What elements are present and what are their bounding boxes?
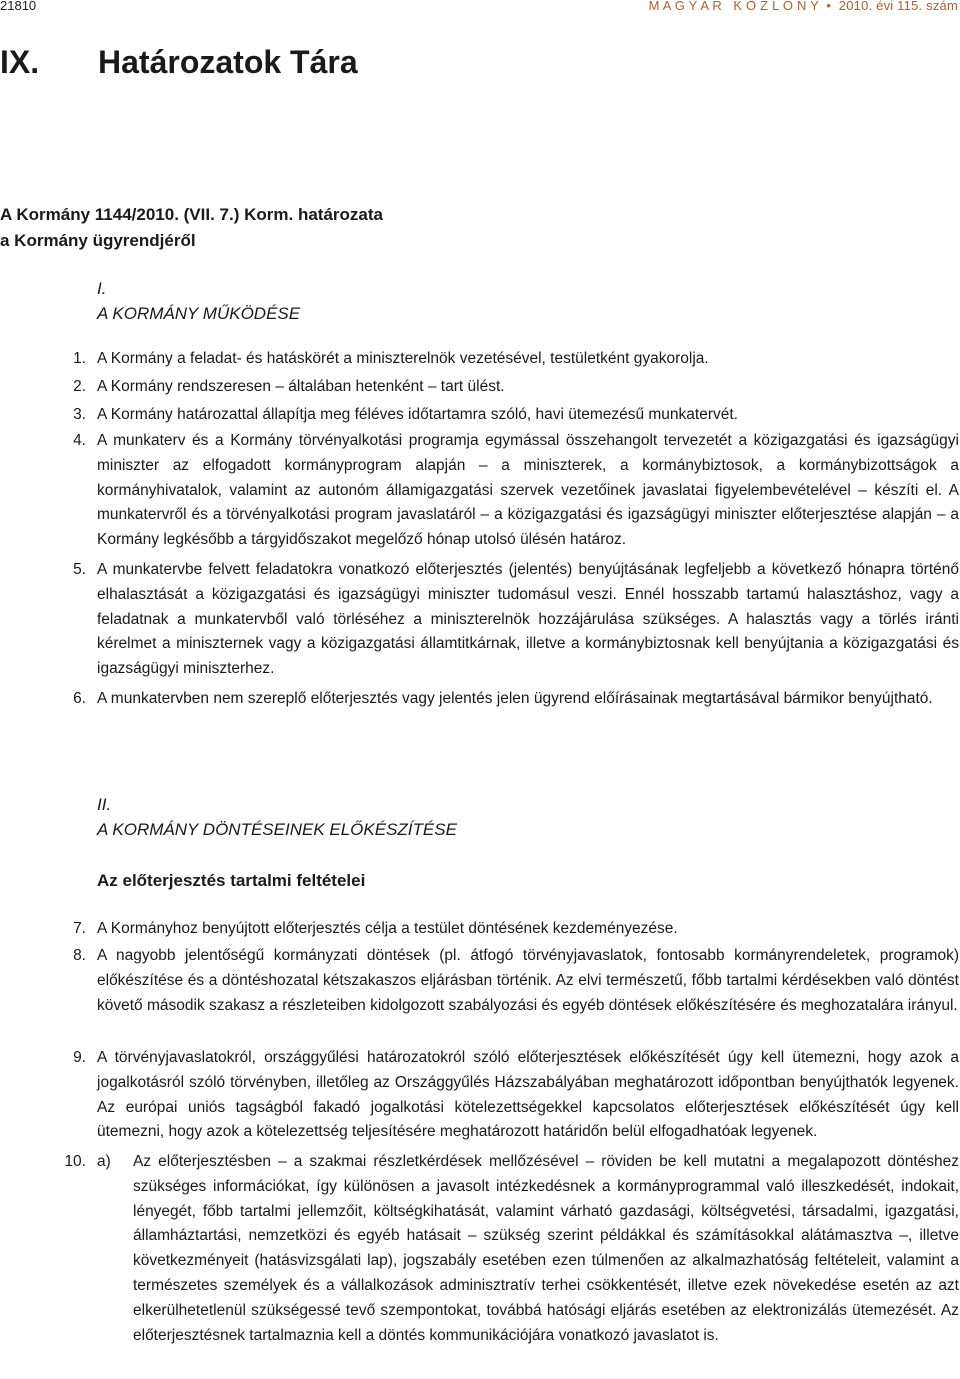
section-number: IX. [0, 44, 40, 80]
item-text: Az előterjesztésben – a szakmai részletkérdések mellőzésével – röviden be kell mutatni a megalapozott döntéshez szükséges információkat, így különösen a javasolt intézkedésnek a kormányprogrammal való illeszkedését, indokait, lényegét, főbb tartalmi jellemzőit, költségkihatását, valamint várható gazdasági, költségvetési, társadalmi, igazgatási, államháztartási, nemzetközi és egyéb hatásait – szükség szerint példákkal és számításokkal alátámasztva –, illetve következményeit (hatásvizsgálati lap), jogszabály esetében ezen túlmenően az alkalmazhatóság feltételeit, valamint a természetes személyek és a vállalkozások adminisztratív terhei csökkentését, illetve ezek növekedése esetén az azt elkerülhetetlenül szükségessé tevő szempontokat, továbbá hatósági eljárás esetében az elektronizálás ütemezését. Az előterjesztésnek tartalmaznia kell a döntés kommunikációjára vonatkozó javaslatot is. [133, 1153, 959, 1344]
chapter-2-subtitle: Az előterjesztés tartalmi feltételei [97, 871, 366, 890]
item-text: A munkatervbe felvett feladatokra vonatkozó előterjesztés (jelentés) benyújtásának legfeljebb a következő hónapra történő elhalasztását a közigazgatási és igazságügyi miniszter tudomásul veszi. Ennél hosszabb tartamú halasztáshoz, vagy a feladatnak a munkatervből való törléséhez a miniszterelnök hozzájárulása szükséges. A halasztás vagy a törlés iránti kérelmet a miniszternek vagy a közigazgatási államtitkárnak, illetve a kormánybiztosnak kell benyújtania a közigazgatási és igazságügyi miniszterhez. [97, 561, 959, 678]
item-number: 8. [73, 947, 86, 964]
chapter-1-number: I. [97, 279, 107, 298]
item-text: A Kormányhoz benyújtott előterjesztés célja a testület döntésének kezdeményezése. [97, 920, 678, 937]
resolution-title-line1: A Kormány 1144/2010. (VII. 7.) Korm. határozata [0, 205, 383, 224]
resolution-title [0, 202, 383, 254]
chapter-2-heading [97, 792, 457, 842]
item-text: A munkaterv és a Kormány törvényalkotási programja egymással összehangolt tervezetét a közigazgatási és igazságügyi miniszter az elfogadott kormányprogram alapján – a miniszterek, a kormánybiztosok, a kormánybizottságok a kormányhivatalok, valamint az autonóm államigazgatási szervek vezetőinek javaslatai figyelembevételével – készíti el. A munkatervről és a törvényalkotási program javaslatáról – a közigazgatási és igazságügyi miniszter előterjesztése alapján – a Kormány legkésőbb a tárgyidőszakot megelőző hónap utolsó ülésén határoz. [97, 432, 959, 549]
resolution-title-line2: a Kormány ügyrendjéről [0, 231, 196, 250]
item-text: A munkatervben nem szereplő előterjesztés vagy jelentés jelen ügyrend előírásainak megtartásával bármikor benyújtható. [97, 690, 933, 707]
chapter-1-heading [97, 276, 300, 326]
item-text: A Kormány a feladat- és hatáskörét a miniszterelnök vezetésével, testületként gyakorolja. [97, 350, 709, 367]
chapter-1-title: A KORMÁNY MŰKÖDÉSE [97, 304, 301, 323]
item-number: 7. [73, 920, 86, 937]
item-text: A nagyobb jelentőségű kormányzati döntések (pl. átfogó törvényjavaslatok, fontosabb kormányrendeletek, programok) előkészítése és a döntéshozatal kétszakaszos eljárásban történik. Az elvi természetű, főbb tartalmi kérdésekben való döntést követő második szakasz a részleteiben kidolgozott szabályozási és egyéb döntések előkészítésére és meghozatalára irányul. [97, 947, 959, 1014]
chapter-2-title: A KORMÁNY DÖNTÉSEINEK ELŐKÉSZÍTÉSE [97, 820, 457, 839]
item-number: 4. [73, 432, 86, 449]
page-number: 21810 [0, 0, 37, 13]
item-number: 5. [73, 561, 86, 578]
item-number: 1. [73, 350, 86, 367]
item-number: 6. [73, 690, 86, 707]
journal-title: M A G Y A R K Ö Z L Ö N Y • 2010. évi 115. szám [648, 0, 958, 13]
section-title: Határozatok Tára [98, 44, 358, 80]
item-subpoint-label: a) [97, 1153, 111, 1170]
item-number: 2. [73, 378, 86, 395]
section-heading [0, 44, 358, 81]
item-number: 9. [73, 1049, 86, 1066]
chapter-2-number: II. [97, 795, 112, 814]
item-number: 10. [64, 1153, 86, 1170]
item-text: A Kormány határozattal állapítja meg féléves időtartamra szóló, havi ütemezésű munkatervét. [97, 406, 738, 423]
page-header [0, 0, 960, 16]
item-text: A Kormány rendszeresen – általában hetenként – tart ülést. [97, 378, 505, 395]
item-text: A törvényjavaslatokról, országgyűlési határozatokról szóló előterjesztések előkészítését úgy kell ütemezni, hogy azok a jogalkotásról szóló törvényben, illetőleg az Országgyűlés Házszabályában meghatározott időpontban benyújthatók legyenek. Az európai uniós tagságból fakadó jogalkotási kötelezettségekkel kapcsolatos előterjesztések előkészítését úgy kell ütemezni, hogy azok a kötelezettség teljesítésére meghatározott határidőn belül elfogadhatóak legyenek. [97, 1049, 959, 1141]
item-number: 3. [73, 406, 86, 423]
